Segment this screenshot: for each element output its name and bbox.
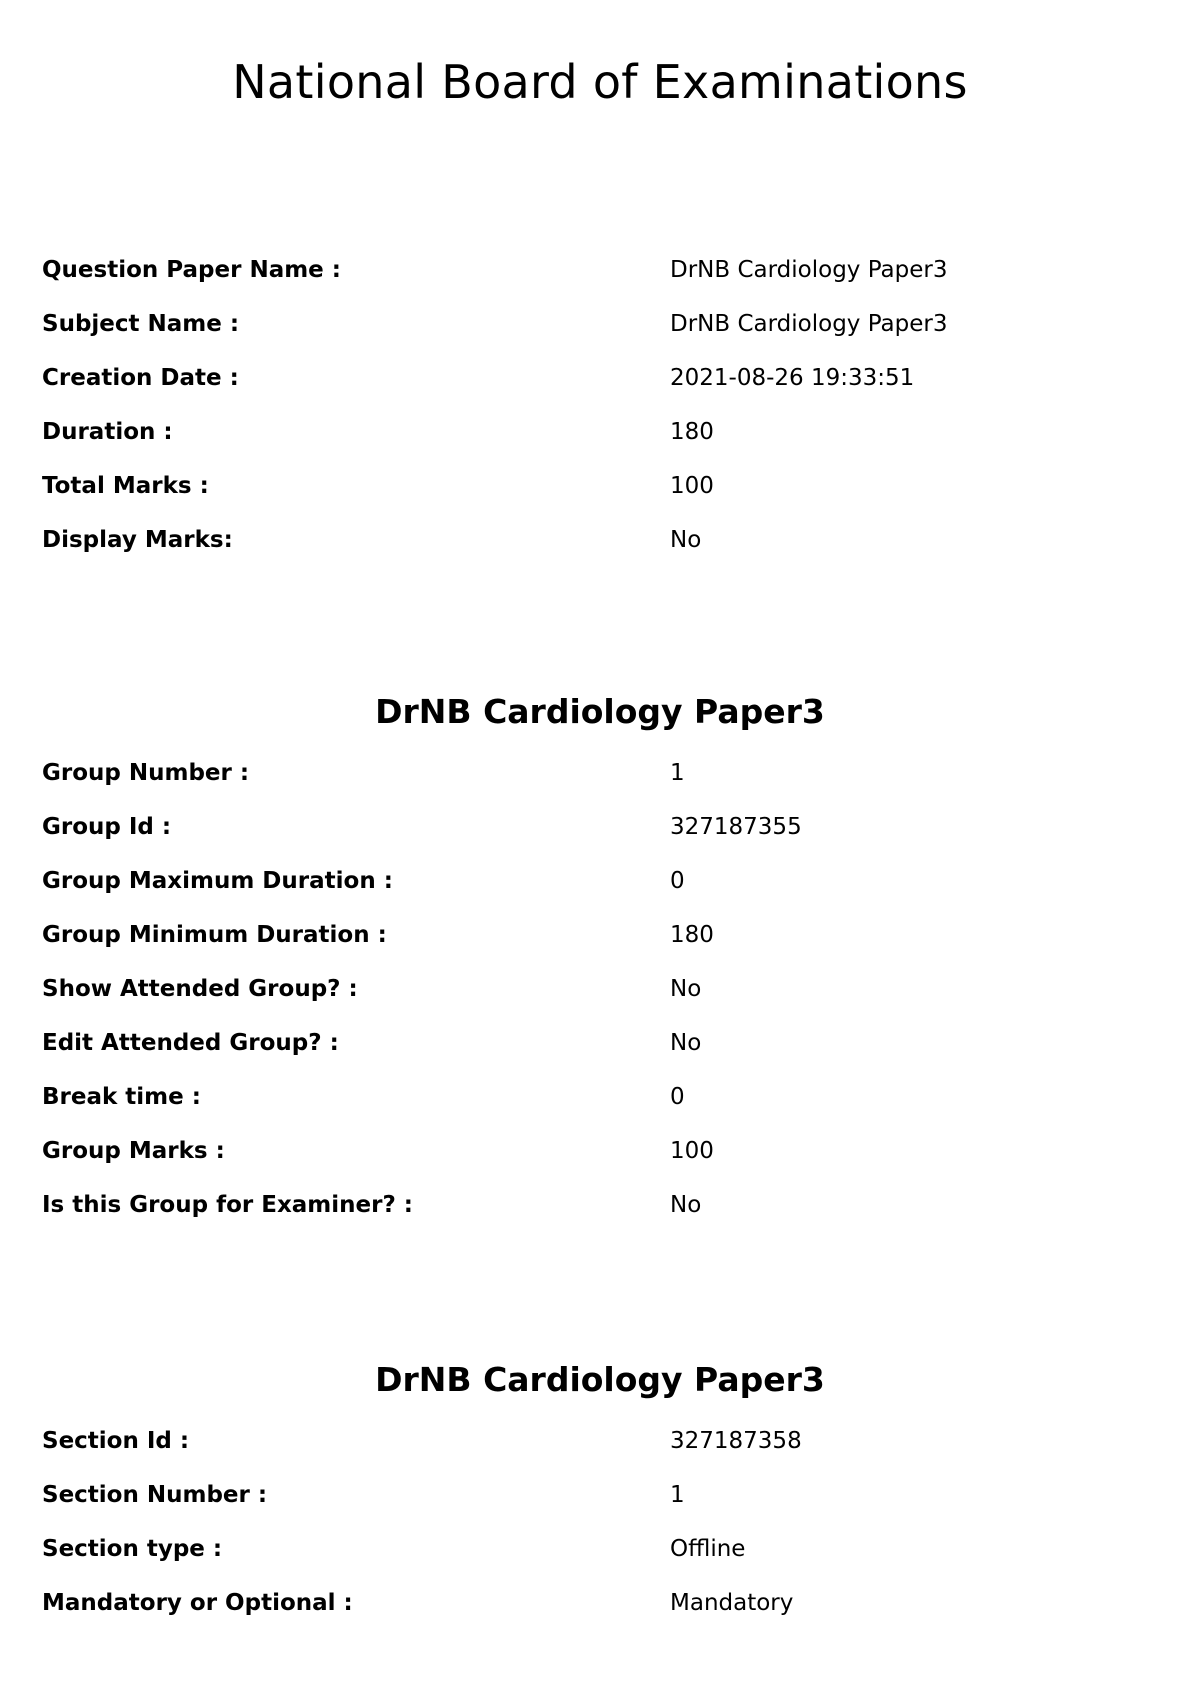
group-value: No [670, 1192, 702, 1218]
meta-label: Display Marks: [42, 527, 233, 553]
group-value: 0 [670, 868, 685, 894]
meta-row-subject-name [42, 297, 1158, 351]
meta-row-duration [42, 405, 1158, 459]
section-row-id [42, 1414, 1158, 1468]
group-value: 180 [670, 922, 714, 948]
section-row-number [42, 1468, 1158, 1522]
group-label: Group Number : [42, 760, 250, 786]
section-value: Mandatory [670, 1590, 794, 1616]
section-value: 327187358 [670, 1428, 802, 1454]
group-row-edit-attended [42, 1016, 1158, 1070]
section-label: Section Number : [42, 1482, 268, 1508]
group-label: Group Id : [42, 814, 172, 840]
section-label: Section Id : [42, 1428, 190, 1454]
meta-label: Question Paper Name : [42, 257, 341, 283]
meta-row-question-paper-name [42, 243, 1158, 297]
group-row-min-duration [42, 908, 1158, 962]
group-row-max-duration [42, 854, 1158, 908]
group-value: No [670, 976, 702, 1002]
group-label: Group Maximum Duration : [42, 868, 393, 894]
group-value: 100 [670, 1138, 714, 1164]
group-section [42, 690, 1158, 1232]
meta-label: Creation Date : [42, 365, 239, 391]
meta-value: 2021-08-26 19:33:51 [670, 365, 915, 391]
group-label: Show Attended Group? : [42, 976, 358, 1002]
section-value: Offline [670, 1536, 746, 1562]
meta-label: Subject Name : [42, 311, 240, 337]
section-label: Mandatory or Optional : [42, 1590, 353, 1616]
group-row-id [42, 800, 1158, 854]
section-heading: DrNB Cardiology Paper3 [375, 1360, 825, 1399]
group-label: Group Minimum Duration : [42, 922, 387, 948]
meta-label: Duration : [42, 419, 173, 445]
meta-value: DrNB Cardiology Paper3 [670, 311, 948, 337]
meta-label: Total Marks : [42, 473, 209, 499]
group-label: Is this Group for Examiner? : [42, 1192, 414, 1218]
group-row-for-examiner [42, 1178, 1158, 1232]
section-info-section [42, 1358, 1158, 1630]
group-value: 1 [670, 760, 685, 786]
group-label: Group Marks : [42, 1138, 225, 1164]
group-label: Edit Attended Group? : [42, 1030, 339, 1056]
group-row-show-attended [42, 962, 1158, 1016]
paper-meta-section [42, 243, 1158, 567]
meta-row-total-marks [42, 459, 1158, 513]
meta-value: 100 [670, 473, 714, 499]
section-value: 1 [670, 1482, 685, 1508]
section-label: Section type : [42, 1536, 223, 1562]
group-heading: DrNB Cardiology Paper3 [375, 692, 825, 731]
meta-value: DrNB Cardiology Paper3 [670, 257, 948, 283]
group-label: Break time : [42, 1084, 201, 1110]
page-title: National Board of Examinations [232, 55, 968, 109]
meta-value: 180 [670, 419, 714, 445]
group-value: 0 [670, 1084, 685, 1110]
meta-row-creation-date [42, 351, 1158, 405]
section-row-mandatory [42, 1576, 1158, 1630]
group-value: No [670, 1030, 702, 1056]
group-row-break-time [42, 1070, 1158, 1124]
meta-row-display-marks [42, 513, 1158, 567]
group-row-marks [42, 1124, 1158, 1178]
group-row-number [42, 746, 1158, 800]
meta-value: No [670, 527, 702, 553]
section-row-type [42, 1522, 1158, 1576]
group-value: 327187355 [670, 814, 802, 840]
